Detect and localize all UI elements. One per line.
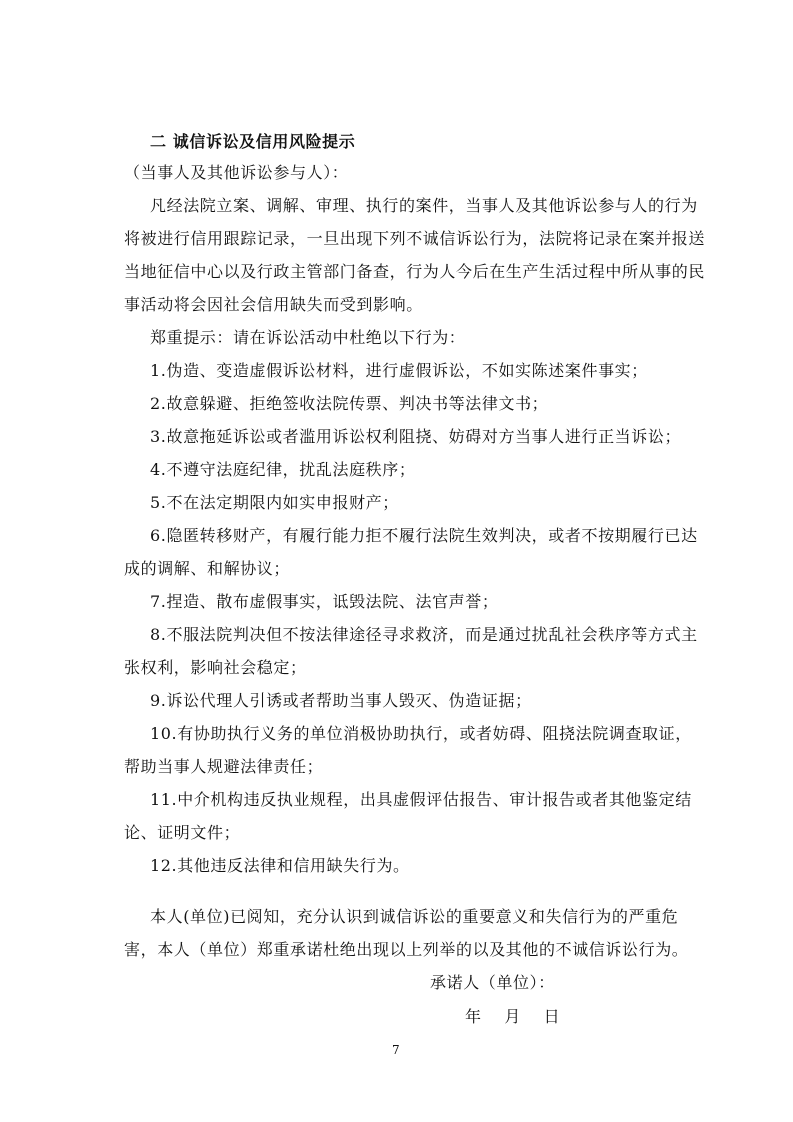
section-heading: 二 诚信诉讼及信用风险提示 — [150, 132, 356, 151]
intro-line-4: 事活动将会因社会信用缺失而受到影响。 — [124, 295, 423, 314]
list-item-10: 10.有协助执行义务的单位消极协助执行，或者妨碍、阻挠法院调查取证， — [150, 724, 692, 743]
acknowledgement-line-1: 本人(单位)已阅知，充分认识到诚信诉讼的重要意义和失信行为的严重危 — [150, 907, 679, 926]
list-item-1: 1.伪造、变造虚假诉讼材料，进行虚假诉讼，不如实陈述案件事实； — [150, 361, 648, 380]
intro-line-3: 当地征信中心以及行政主管部门备查，行为人今后在生产生活过程中所从事的民 — [124, 262, 706, 281]
list-item-11: 11.中介机构违反执业规程，出具虚假评估报告、审计报告或者其他鉴定结 — [150, 790, 692, 809]
acknowledgement-line-2: 害，本人（单位）郑重承诺杜绝出现以上列举的以及其他的不诚信诉讼行为。 — [124, 940, 689, 959]
list-item-8-continued: 张权利，影响社会稳定； — [124, 658, 307, 677]
addressee-line: （当事人及其他诉讼参与人）： — [124, 163, 349, 182]
prompt-line: 郑重提示：请在诉讼活动中杜绝以下行为： — [150, 328, 466, 347]
intro-line-1: 凡经法院立案、调解、审理、执行的案件，当事人及其他诉讼参与人的行为 — [150, 196, 698, 215]
list-item-12: 12.其他违反法律和信用缺失行为。 — [150, 856, 410, 875]
signature-label: 承诺人（单位）： — [430, 973, 555, 992]
list-item-6-continued: 成的调解、和解协议； — [124, 559, 291, 578]
page-number: 7 — [392, 1043, 400, 1057]
list-item-8: 8.不服法院判决但不按法律途径寻求救济，而是通过扰乱社会秩序等方式主 — [150, 625, 698, 644]
list-item-6: 6.隐匿转移财产，有履行能力拒不履行法院生效判决，或者不按期履行已达 — [150, 526, 698, 545]
list-item-5: 5.不在法定期限内如实申报财产； — [150, 493, 399, 512]
list-item-4: 4.不遵守法庭纪律，扰乱法庭秩序； — [150, 460, 416, 479]
list-item-3: 3.故意拖延诉讼或者滥用诉讼权利阻挠、妨碍对方当事人进行正当诉讼； — [150, 427, 682, 446]
intro-line-2: 将被进行信用跟踪记录，一旦出现下列不诚信诉讼行为，法院将记录在案并报送 — [124, 229, 706, 248]
list-item-9: 9.诉讼代理人引诱或者帮助当事人毁灭、伪造证据； — [150, 691, 532, 710]
list-item-10-continued: 帮助当事人规避法律责任； — [124, 757, 324, 776]
list-item-11-continued: 论、证明文件； — [124, 823, 241, 842]
list-item-7: 7.捏造、散布虚假事实，诋毁法院、法官声誉； — [150, 592, 499, 611]
signature-date: 年 月 日 — [465, 1007, 561, 1026]
list-item-2: 2.故意躲避、拒绝签收法院传票、判决书等法律文书； — [150, 394, 549, 413]
